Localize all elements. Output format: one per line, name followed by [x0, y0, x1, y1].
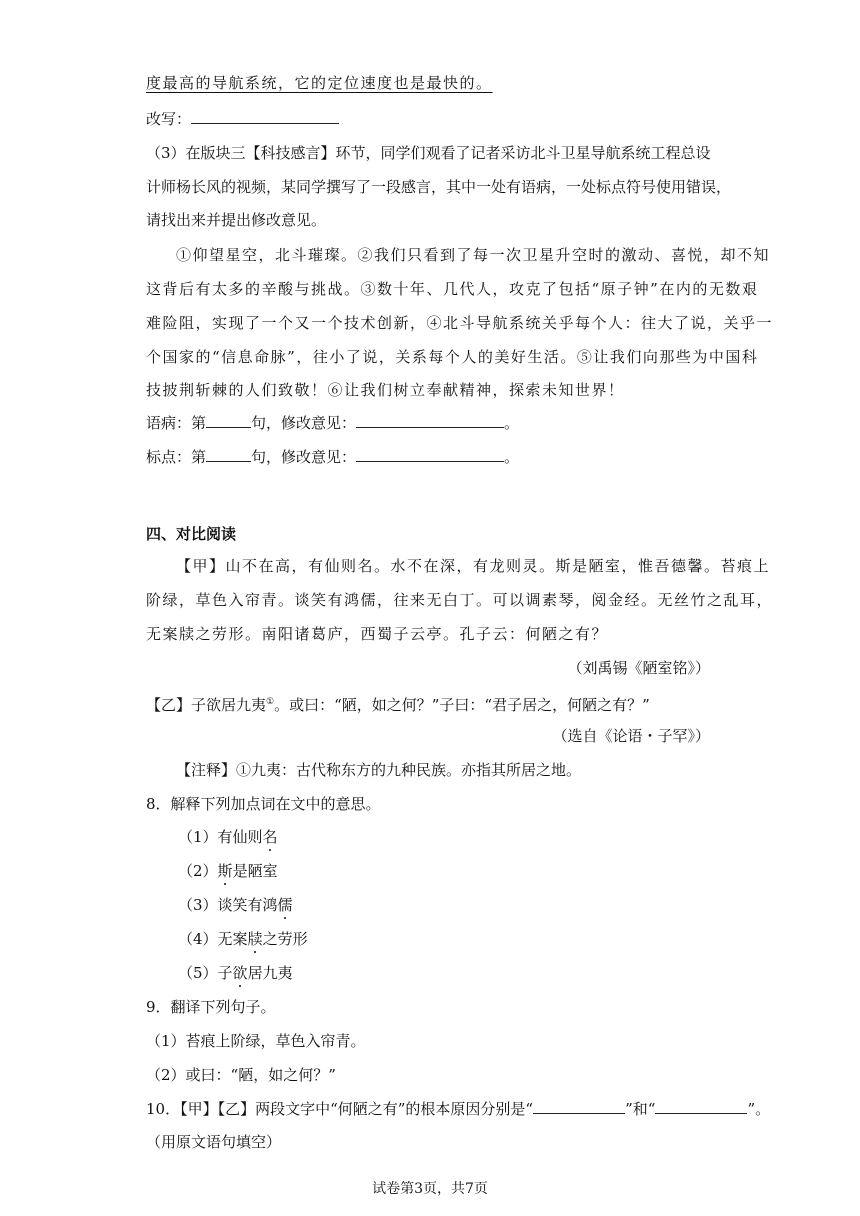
q8-item-2 — [178, 861, 278, 881]
dotted-word: 牍 — [247, 930, 263, 948]
q10-blank-2 — [655, 1099, 747, 1114]
q10-text-a: 10．【甲】【乙】两段文字中“何陋之有”的根本原因分别是“ — [146, 1100, 534, 1118]
passage-line3: 难险阻，实现了一个又一个技术创新，④北斗导航系统关乎每个人：往大了说，关乎一 — [146, 314, 774, 332]
grammar-advice-blank — [356, 413, 504, 428]
q8-item-4 — [178, 929, 308, 949]
q8-item-text: 之劳形 — [262, 930, 308, 948]
answer-punct — [146, 447, 519, 467]
q3-line3: 请找出来并提出修改意见。 — [146, 211, 327, 229]
jia-source: （刘禹锡《陋室铭》） — [567, 659, 710, 677]
q10-text-c: ”。 — [747, 1100, 771, 1118]
q10-blank-1 — [533, 1099, 625, 1114]
jia-line2: 阶绿，草色入帘青。谈笑有鸿儒，往来无白丁。可以调素琴，阅金经。无丝竹之乱耳， — [146, 591, 774, 609]
q3-line1: （3）在版块三【科技感言】环节，同学们观看了记者采访北斗卫星导航系统工程总设 — [146, 144, 711, 162]
q10-text-b: ”和“ — [625, 1100, 656, 1118]
yi-source: （选自《论语・子罕》） — [552, 727, 710, 745]
note: 【注释】①九夷：古代称东方的九种民族。亦指其所居之地。 — [176, 761, 582, 779]
dotted-word: 欲 — [232, 964, 248, 982]
q8-item-text: （3）谈笑有鸿 — [178, 896, 278, 914]
grammar-sentence-blank — [206, 413, 251, 428]
yi-text-a: 【乙】子欲居九夷 — [146, 696, 267, 714]
q10-line2: （用原文语句填空） — [146, 1133, 282, 1151]
grammar-advice-label: 句，修改意见： — [251, 414, 357, 432]
passage-line5: 技披荆斩棘的人们致敬！⑥让我们树立奉献精神，探索未知世界！ — [146, 381, 625, 399]
q8-item-text: （2） — [178, 862, 218, 880]
dotted-word: 名 — [262, 828, 278, 846]
q8-item-5 — [178, 963, 293, 983]
punct-advice-label: 句，修改意见： — [251, 448, 357, 466]
punct-sentence-blank — [206, 447, 251, 462]
section4-title: 四、对比阅读 — [146, 525, 237, 543]
answer-grammar — [146, 413, 519, 433]
q9-stem: 9．翻译下列句子。 — [146, 998, 276, 1016]
yi-line — [146, 692, 650, 715]
q10-line — [146, 1099, 770, 1119]
q3-line2: 计师杨长风的视频，某同学撰写了一段感言，其中一处有语病，一处标点符号使用错误， — [146, 178, 732, 196]
rewrite-line — [146, 109, 339, 129]
punct-label: 标点：第 — [146, 448, 207, 466]
rewrite-blank — [191, 109, 339, 124]
jia-line1: 【甲】山不在高，有仙则名。水不在深，有龙则灵。斯是陋室，惟吾德馨。苔痕上 — [176, 557, 771, 575]
q8-stem: 8．解释下列加点词在文中的意思。 — [146, 795, 381, 813]
q8-item-1 — [178, 827, 278, 847]
punct-end: 。 — [504, 448, 520, 466]
page-footer: 试卷第3页，共7页 — [372, 1181, 488, 1197]
q8-item-3 — [178, 895, 293, 915]
punct-advice-blank — [356, 447, 504, 462]
q8-item-text: （1）有仙则 — [178, 828, 263, 846]
yi-text-b: 。或曰：“陋，如之何？”子曰：“君子居之，何陋之有？” — [274, 696, 650, 714]
q9-sentence-2: （2）或曰：“陋，如之何？” — [146, 1066, 336, 1084]
passage-line1: ①仰望星空，北斗璀璨。②我们只看到了每一次卫星升空时的激动、喜悦，却不知 — [176, 246, 771, 264]
dotted-word: 儒 — [277, 896, 293, 914]
q8-item-text: 是陋室 — [232, 862, 278, 880]
grammar-end: 。 — [504, 414, 520, 432]
dotted-word: 斯 — [217, 862, 233, 880]
passage-line2: 这背后有太多的辛酸与挑战。③数十年、几代人，攻克了包括“原子钟”在内的无数艰 — [146, 280, 759, 298]
passage-line4: 个国家的“信息命脉”，往小了说，关系每个人的美好生活。⑤让我们向那些为中国科 — [146, 348, 759, 366]
jia-line3: 无案牍之劳形。南阳诸葛庐，西蜀子云亭。孔子云：何陋之有？ — [146, 625, 609, 643]
q8-item-text: （4）无案 — [178, 930, 248, 948]
grammar-label: 语病：第 — [146, 414, 207, 432]
q8-item-text: （5）子 — [178, 964, 233, 982]
q8-item-text: 居九夷 — [247, 964, 293, 982]
footnote-marker: ① — [266, 697, 275, 707]
q9-sentence-1: （1）苔痕上阶绿，草色入帘青。 — [146, 1032, 366, 1050]
intro-line: 度最高的导航系统，它的定位速度也是最快的。 — [146, 74, 493, 92]
rewrite-label: 改写： — [146, 110, 192, 128]
